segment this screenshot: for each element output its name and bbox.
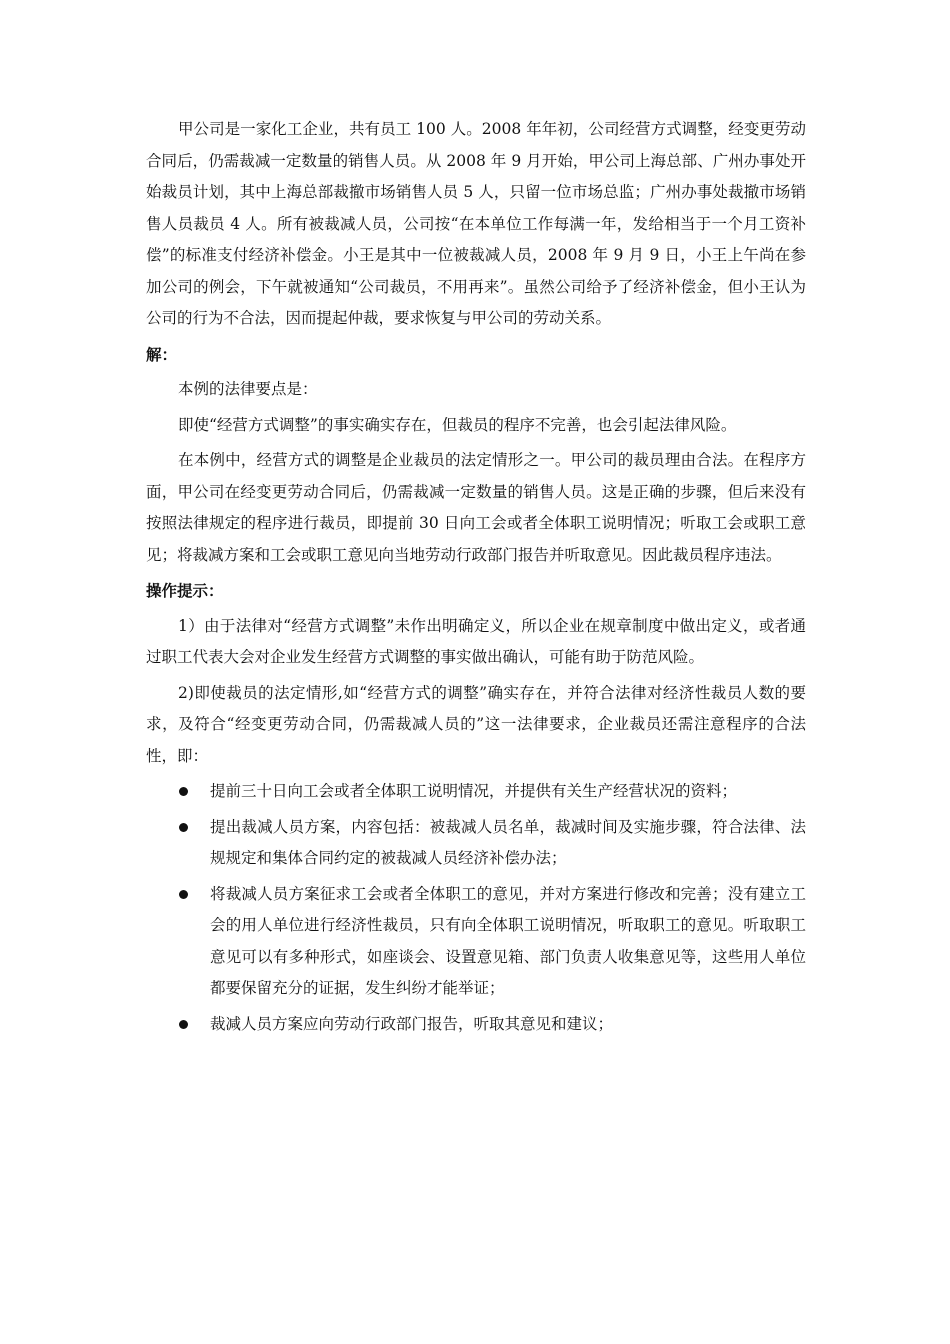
bullet-icon — [179, 890, 188, 899]
solution-paragraph: 本例的法律要点是： — [178, 380, 318, 398]
tips-heading: 操作提示： — [146, 581, 224, 600]
tips-paragraph: 2)即使裁员的法定情形,如“经营方式的调整”确实存在，并符合法律对经济性裁员人数的要求，及符合“经变更劳动合同，仍需裁减人员的”这一法律要求，企业裁员还需注意程序的合法性，即： — [146, 683, 806, 765]
bullet-icon — [179, 787, 188, 796]
document-page — [146, 114, 806, 1044]
bullet-icon — [179, 1020, 188, 1029]
list-item — [146, 1009, 806, 1041]
list-item-text: 将裁减人员方案征求工会或者全体职工的意见，并对方案进行修改和完善；没有建立工会的用人单位进行经济性裁员，只有向全体职工说明情况，听取职工的意见。听取职工意见可以有多种形式，如座谈会、设置意见箱、部门负责人收集意见等，这些用人单位都要保留充分的证据，发生纠纷才能举证； — [210, 884, 806, 997]
list-item-text: 裁减人员方案应向劳动行政部门报告，听取其意见和建议； — [210, 1014, 614, 1033]
bullet-icon — [179, 823, 188, 832]
list-item — [146, 776, 806, 808]
case-paragraph: 甲公司是一家化工企业，共有员工 100 人。2008 年年初，公司经营方式调整，经变更劳动合同后，仍需裁减一定数量的销售人员。从 2008 年 9 月开始，甲公司上海总部、广州办事处开始裁员计划，其中上海总部裁撤市场销售人员 5 人，只留一位市场总监；广州办事处裁撤市场销售人员裁员 4 人。所有被裁减人员，公司按“在本单位工作每满一年，发给相当于一个月工资补偿”的标准支付经济补偿金。小王是其中一位被裁减人员，2008 年 9 月 9 日，小王上午尚在参加公司的例会，下午就被通知“公司裁员，不用再来”。虽然公司给予了经济补偿金，但小王认为公司的行为不合法，因而提起仲裁，要求恢复与甲公司的劳动关系。 — [146, 120, 806, 327]
tips-paragraph: 1）由于法律对“经营方式调整”未作出明确定义，所以企业在规章制度中做出定义，或者通过职工代表大会对企业发生经营方式调整的事实做出确认，可能有助于防范风险。 — [146, 616, 806, 666]
list-item-text: 提前三十日向工会或者全体职工说明情况，并提供有关生产经营状况的资料； — [210, 782, 738, 800]
list-item — [146, 879, 806, 1005]
procedure-list — [146, 776, 806, 1040]
solution-paragraph: 在本例中，经营方式的调整是企业裁员的法定情形之一。甲公司的裁员理由合法。在程序方面，甲公司在经变更劳动合同后，仍需裁减一定数量的销售人员。这是正确的步骤，但后来没有按照法律规定的程序进行裁员，即提前 30 日向工会或者全体职工说明情况；听取工会或职工意见；将裁减方案和工会或职工意见向当地劳动行政部门报告并听取意见。因此裁员程序违法。 — [146, 451, 806, 564]
solution-paragraph: 即使“经营方式调整”的事实确实存在，但裁员的程序不完善，也会引起法律风险。 — [178, 415, 737, 434]
solution-heading: 解： — [146, 344, 178, 364]
list-item-text: 提出裁减人员方案，内容包括：被裁减人员名单，裁减时间及实施步骤，符合法律、法规规定和集体合同约定的被裁减人员经济补偿办法； — [210, 817, 806, 867]
list-item — [146, 812, 806, 875]
